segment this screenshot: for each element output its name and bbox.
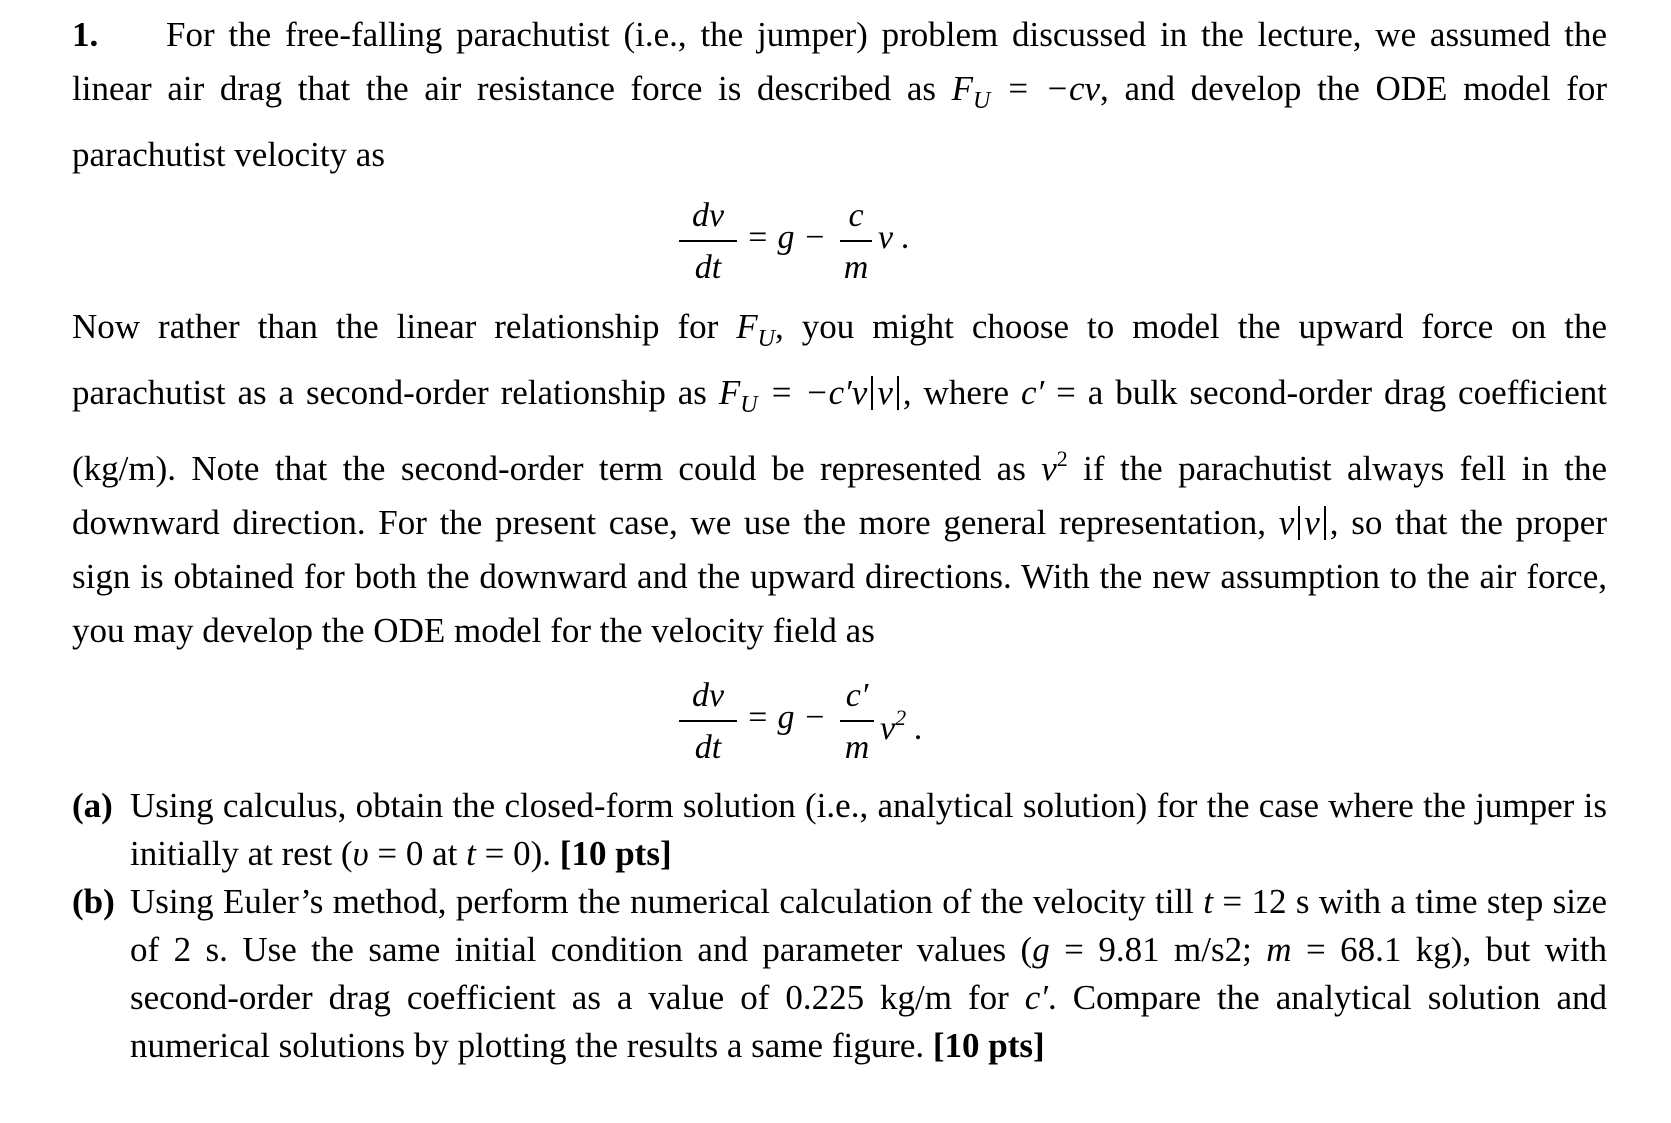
abs-bar-right-2 xyxy=(1324,506,1326,540)
eq1-rhs-num: c xyxy=(848,197,864,234)
p2-v: v xyxy=(1041,449,1057,488)
p2-after-formula: , where xyxy=(902,373,1010,412)
p2-v2: v xyxy=(1278,503,1295,542)
part-b xyxy=(72,878,1607,1070)
eq1-lhs-num: dv xyxy=(691,197,725,234)
problem-parts xyxy=(72,782,1607,1070)
p2-v-sup: 2 xyxy=(1056,446,1068,471)
part-b-text4: = 68.1 kg), but with second-order drag coefficient as a value of 0.225 kg/m for xyxy=(130,930,1608,1017)
eq1-lhs-bar xyxy=(679,240,737,242)
eq1-lhs-fraction xyxy=(679,196,737,288)
abs-bar-right xyxy=(897,376,899,410)
problem-number: 1. xyxy=(72,15,99,54)
eq2-tail-dot: . xyxy=(906,710,924,747)
part-b-text3: = 9.81 m/s2; xyxy=(1049,930,1252,969)
eq2-rhs-fraction xyxy=(840,676,874,768)
part-a-v: υ xyxy=(352,834,369,873)
part-b-g: g xyxy=(1032,930,1050,969)
eq2-lhs-num: dv xyxy=(691,677,725,714)
eq2-lhs-bar xyxy=(679,720,737,722)
p2-formula-abs-v: v xyxy=(877,373,893,412)
p2-formula-sub: U xyxy=(740,392,758,418)
eq1-rhs-fraction xyxy=(840,196,872,288)
part-a-label: (a) xyxy=(72,786,113,825)
p2-cprime: c′ xyxy=(1020,373,1045,412)
p2-FU-F: F xyxy=(736,307,758,346)
part-b-text5: . Compare the analytical solution and numerical solutions by plotting the results a same figure. xyxy=(130,978,1607,1065)
eq2-tail-v: v xyxy=(880,710,896,747)
eq1-tail: v . xyxy=(878,219,911,256)
p2-FU-U: U xyxy=(757,326,776,352)
eq2-tail xyxy=(880,698,923,749)
equation-second-order-drag xyxy=(72,658,1607,776)
part-b-t: t xyxy=(1203,882,1214,921)
part-a-text: Using calculus, obtain the closed-form solution (i.e., analytical solution) for the case where the jumper is initially at rest ( xyxy=(130,786,1607,873)
intro-text: For the free-falling parachutist (i.e., the jumper) problem discussed in the lecture, we assumed the linear air drag that the air resistance force is described as xyxy=(72,15,1607,108)
problem-page xyxy=(72,8,1607,1070)
part-b-text1: Using Euler’s method, perform the numerical calculation of the velocity till xyxy=(130,882,1194,921)
eq1-equals-g: = g − xyxy=(746,219,826,256)
eq1-rhs-bar xyxy=(840,240,872,242)
abs-bar-left xyxy=(871,376,873,410)
part-b-points: [10 pts] xyxy=(932,1026,1045,1065)
eq2-lhs-fraction xyxy=(679,676,737,768)
eq2-equals-g: = g − xyxy=(746,699,826,736)
part-a xyxy=(72,782,1607,878)
p2-formula-F: F xyxy=(718,373,741,412)
intro-formula-sub: U xyxy=(973,88,991,114)
eq1-rhs-den: m xyxy=(843,249,869,286)
part-a-cond-end: = 0). xyxy=(475,834,552,873)
eq2-rhs-bar xyxy=(840,720,874,722)
eq2-rhs-num: c′ xyxy=(845,677,869,714)
p2-rest3: , so that the proper sign is obtained for both the downward and the upward directions. With the new assumption to the air force, you may develop the ODE model for the velocity field as xyxy=(72,503,1607,650)
p2-mid: , you might choose to model the upward force on the parachutist as a second-order relationship as xyxy=(72,307,1608,412)
equation-linear-drag xyxy=(72,182,1607,300)
intro-formula-F: F xyxy=(951,69,974,108)
p2-formula-rhs: = −c′v xyxy=(769,373,868,412)
eq2-tail-sup: 2 xyxy=(895,705,907,730)
p2-v3: v xyxy=(1304,503,1320,542)
part-b-label: (b) xyxy=(72,882,115,921)
part-a-t: t xyxy=(466,834,476,873)
intro-text-end: , and develop the ODE model for parachutist velocity as xyxy=(72,69,1608,174)
p2-rest2: if the parachutist always fell in the downward direction. For the present case, we use the more general representation, xyxy=(72,449,1607,542)
part-b-cprime: c′ xyxy=(1024,978,1048,1017)
part-a-points: [10 pts] xyxy=(559,834,672,873)
part-b-m: m xyxy=(1266,930,1292,969)
eq1-lhs-den: dt xyxy=(694,249,722,286)
problem-intro xyxy=(72,8,1607,182)
p2-start: Now rather than the linear relationship for xyxy=(72,307,719,346)
intro-formula-rhs: = −cv xyxy=(1006,69,1101,108)
problem-second-order-paragraph xyxy=(72,300,1607,658)
p2-rest: = a bulk second-order drag coefficient (kg/m). Note that the second-order term could be represented as xyxy=(72,373,1608,488)
eq2-rhs-den: m xyxy=(844,729,870,766)
eq2-lhs-den: dt xyxy=(694,729,722,766)
part-a-cond-mid: = 0 at xyxy=(368,834,467,873)
part-b-text2: = 12 s with a time step size of 2 s. Use the same initial condition and parameter values ( xyxy=(130,882,1608,969)
abs-bar-left-2 xyxy=(1298,506,1300,540)
